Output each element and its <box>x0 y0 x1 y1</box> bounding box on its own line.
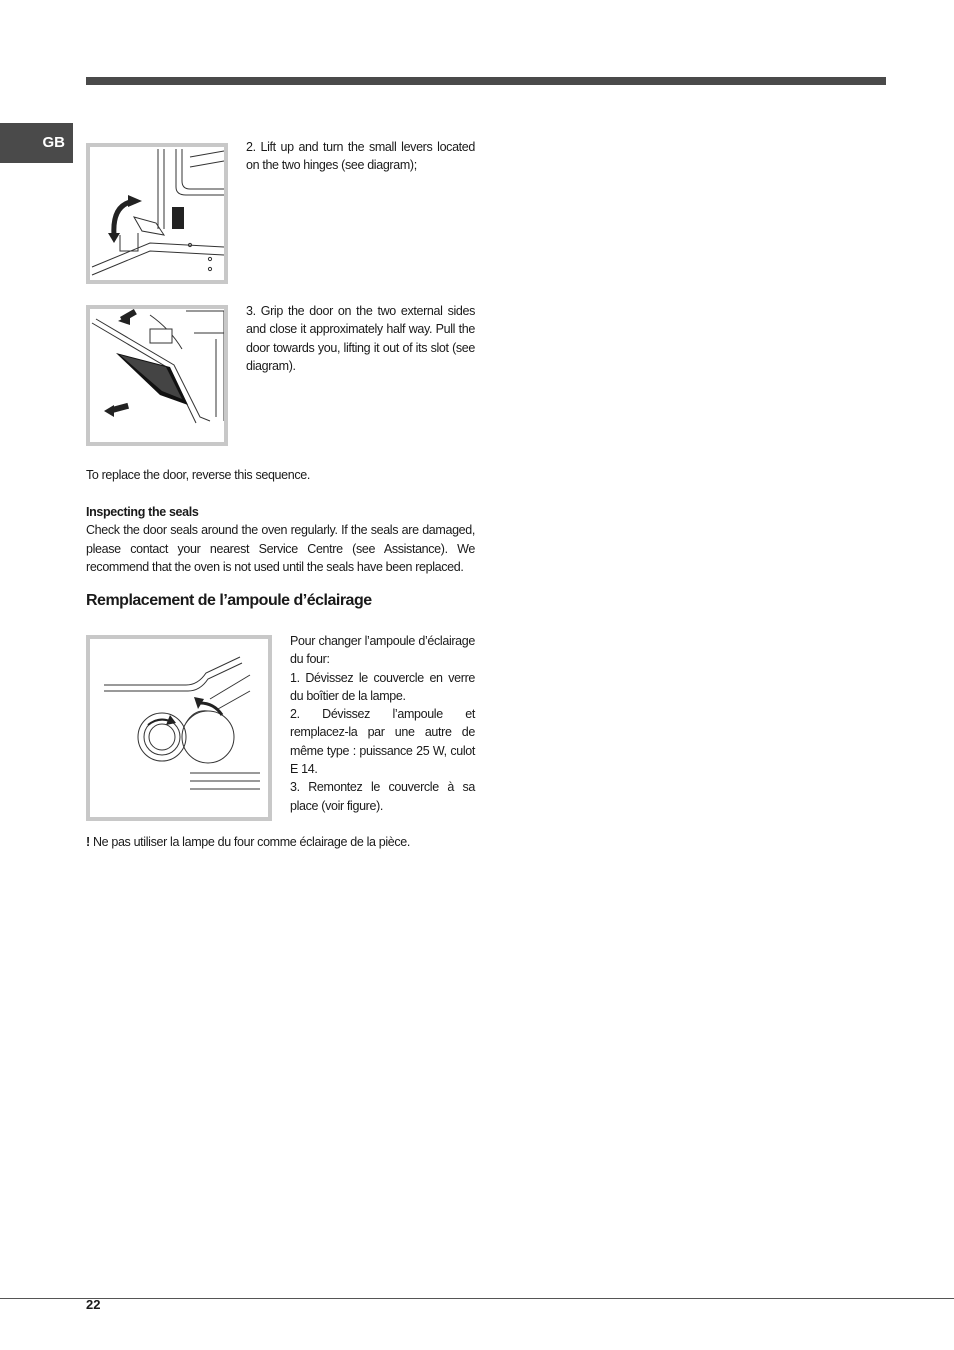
seals-body: Check the door seals around the oven regularly. If the seals are damaged, please contact your nearest Service Centre (see Assistance). We recommend that the oven is not used until the seals have been replaced. <box>86 523 475 574</box>
seals-section <box>86 503 475 576</box>
warning-text: Ne pas utiliser la lampe du four comme éclairage de la pièce. <box>92 835 410 849</box>
top-rule <box>86 77 886 85</box>
lamp-line-2: 2. Dévissez l’ampoule et remplacez-la par une autre de même type : puissance 25 W, culot E 14. <box>290 707 475 777</box>
replace-door-text: To replace the door, reverse this sequence. <box>86 468 310 482</box>
seals-title: Inspecting the seals <box>86 505 199 519</box>
door-removal-diagram <box>86 305 228 446</box>
door-removal-illustration <box>90 309 224 442</box>
lamp-instructions <box>290 632 475 815</box>
page-number: 22 <box>86 1297 101 1312</box>
lamp-replacement-illustration <box>90 639 268 817</box>
lamp-replacement-diagram <box>86 635 272 821</box>
step-3-text: 3. Grip the door on the two external sides and close it approximately half way. Pull the door towards you, lifting it out of its slot (see diagram). <box>246 304 475 373</box>
language-tab: GB <box>0 123 73 163</box>
lamp-line-3: 3. Remontez le couvercle à sa place (voir figure). <box>290 780 475 813</box>
hinge-lever-illustration <box>90 147 224 280</box>
hinge-lever-diagram <box>86 143 228 284</box>
bottom-rule <box>0 1298 954 1299</box>
lamp-section-heading: Remplacement de l’ampoule d’éclairage <box>86 592 372 609</box>
lamp-line-intro: Pour changer l’ampoule d’éclairage du four: <box>290 634 475 667</box>
lamp-line-1: 1. Dévissez le couvercle en verre du boîtier de la lampe. <box>290 670 475 703</box>
warning-mark: ! <box>86 835 90 849</box>
step-2-text: 2. Lift up and turn the small levers located on the two hinges (see diagram); <box>246 140 475 173</box>
lamp-warning <box>86 833 586 851</box>
